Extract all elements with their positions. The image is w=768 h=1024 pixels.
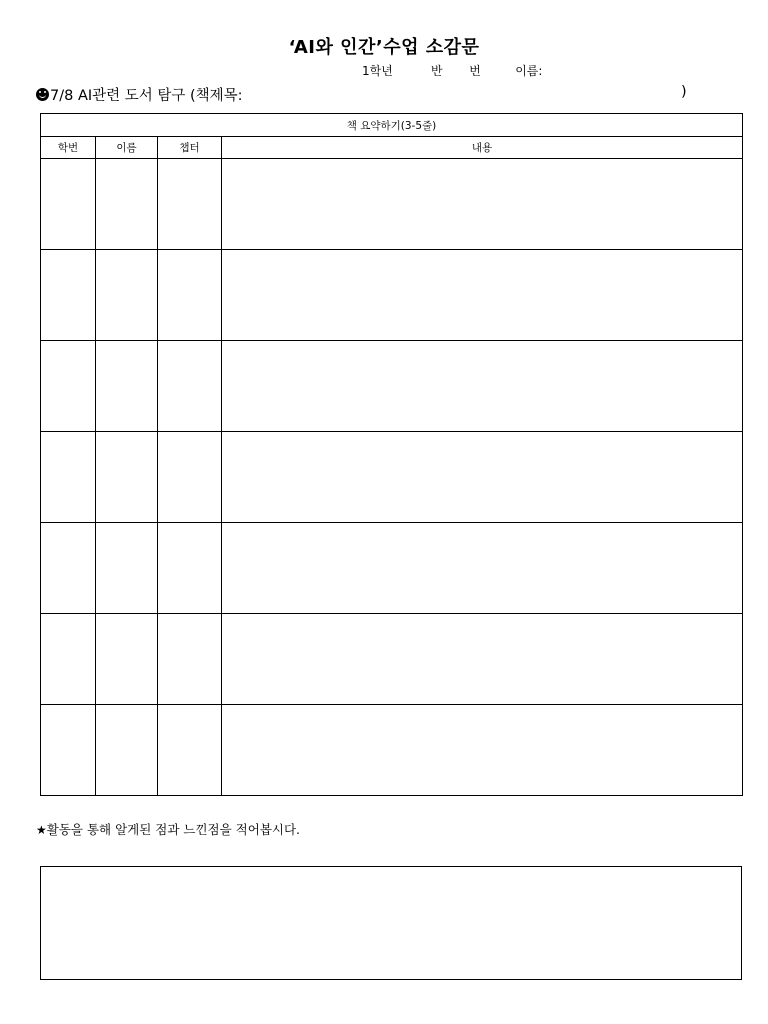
- content-cell[interactable]: [222, 159, 743, 250]
- name-label: 이름:: [515, 64, 543, 78]
- page-title: ‘AI와 인간’수업 소감문: [288, 37, 480, 58]
- star-icon: ★: [36, 823, 47, 837]
- smiley-icon: [36, 88, 49, 101]
- name-cell[interactable]: [96, 523, 158, 614]
- student-id-cell[interactable]: [41, 432, 96, 523]
- table-row: [41, 432, 743, 523]
- reflection-prompt: [36, 820, 300, 838]
- student-id-cell[interactable]: [41, 523, 96, 614]
- closing-paren: ): [681, 84, 687, 100]
- number-label: 번: [469, 64, 481, 78]
- student-id-cell[interactable]: [41, 614, 96, 705]
- column-header-chapter: 챕터: [158, 137, 222, 159]
- name-cell[interactable]: [96, 250, 158, 341]
- book-topic-text: 7/8 AI관련 도서 탐구 (책제목:: [50, 88, 243, 104]
- column-header-student-id: 학번: [41, 137, 96, 159]
- name-cell[interactable]: [96, 341, 158, 432]
- reflection-answer-box[interactable]: [40, 866, 742, 980]
- name-cell[interactable]: [96, 614, 158, 705]
- chapter-cell[interactable]: [158, 159, 222, 250]
- table-row: [41, 614, 743, 705]
- chapter-cell[interactable]: [158, 341, 222, 432]
- content-cell[interactable]: [222, 705, 743, 796]
- student-info-line: [362, 62, 542, 79]
- chapter-cell[interactable]: [158, 432, 222, 523]
- chapter-cell[interactable]: [158, 250, 222, 341]
- table-row: [41, 523, 743, 614]
- book-summary-table: [40, 113, 743, 796]
- column-header-content: 내용: [222, 137, 743, 159]
- student-id-cell[interactable]: [41, 705, 96, 796]
- column-header-name: 이름: [96, 137, 158, 159]
- name-cell[interactable]: [96, 705, 158, 796]
- chapter-cell[interactable]: [158, 705, 222, 796]
- student-id-cell[interactable]: [41, 250, 96, 341]
- content-cell[interactable]: [222, 341, 743, 432]
- student-id-cell[interactable]: [41, 341, 96, 432]
- table-row: [41, 159, 743, 250]
- grade-label: 1학년: [362, 64, 393, 78]
- chapter-cell[interactable]: [158, 523, 222, 614]
- student-id-cell[interactable]: [41, 159, 96, 250]
- content-cell[interactable]: [222, 432, 743, 523]
- table-row: [41, 341, 743, 432]
- reflection-prompt-text: 활동을 통해 알게된 점과 느낀점을 적어봅시다.: [46, 822, 301, 837]
- section-heading: [36, 84, 696, 105]
- name-cell[interactable]: [96, 159, 158, 250]
- content-cell[interactable]: [222, 523, 743, 614]
- content-cell[interactable]: [222, 250, 743, 341]
- chapter-cell[interactable]: [158, 614, 222, 705]
- table-row: [41, 250, 743, 341]
- class-label: 반: [430, 64, 443, 78]
- table-row: [41, 705, 743, 796]
- name-cell[interactable]: [96, 432, 158, 523]
- content-cell[interactable]: [222, 614, 743, 705]
- table-caption: 책 요약하기(3-5줄): [41, 114, 743, 137]
